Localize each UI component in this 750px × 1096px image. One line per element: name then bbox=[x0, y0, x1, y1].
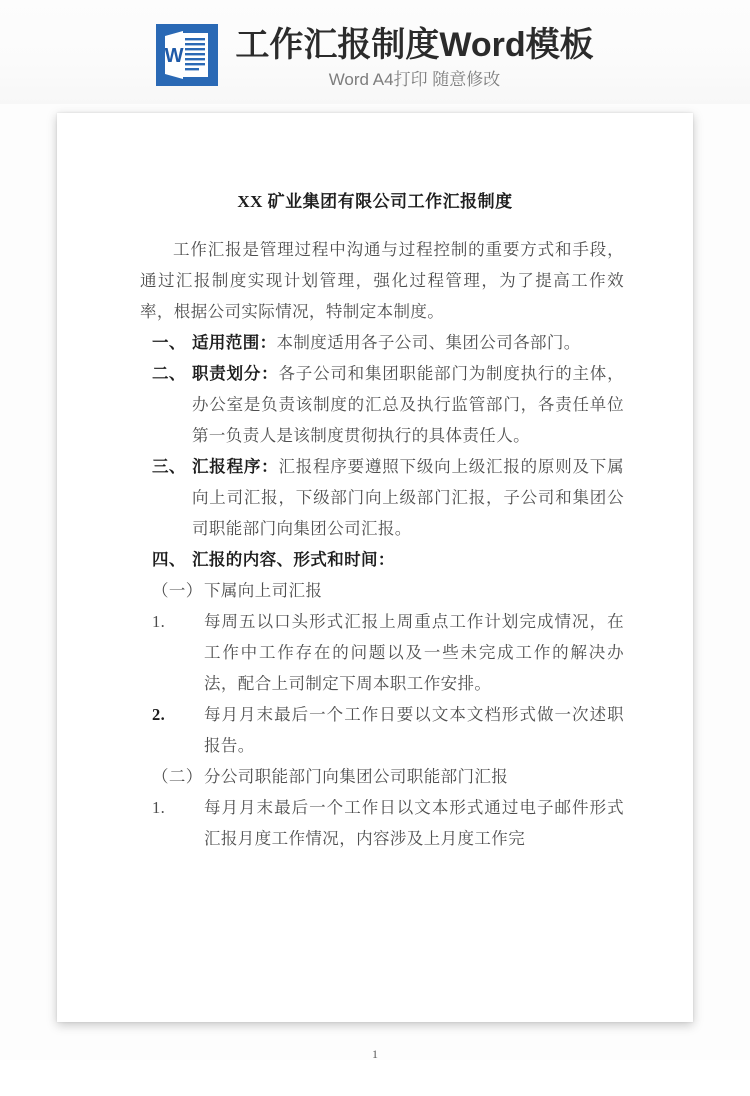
section-4-body bbox=[192, 544, 624, 575]
list-item bbox=[152, 792, 624, 854]
word-document-glyph bbox=[165, 31, 209, 79]
list-item-text: 每月月末最后一个工作日要以文本文档形式做一次述职报告。 bbox=[204, 705, 624, 755]
banner-text-block bbox=[235, 24, 593, 92]
list-item-marker: 2. bbox=[152, 705, 166, 724]
banner-subtitle: Word A4打印 随意修改 bbox=[328, 70, 501, 89]
section-3-marker: 三、 bbox=[152, 457, 186, 476]
document-preview-area bbox=[0, 104, 750, 1060]
document-body bbox=[57, 187, 693, 1096]
list-item bbox=[152, 699, 624, 761]
page-banner bbox=[0, 0, 750, 104]
section-3-text: 汇报程序要遵照下级向上级汇报的原则及下属向上司汇报，下级部门向上级部门汇报，子公司和集团公司职能部门向集团公司汇报。 bbox=[192, 457, 625, 538]
list-item-marker: （二） bbox=[152, 767, 203, 786]
list-item-text: 每月月末最后一个工作日以文本形式通过电子邮件形式汇报月度工作情况，内容涉及上月度工作完 bbox=[204, 798, 624, 848]
document-page bbox=[57, 113, 693, 1061]
banner-content bbox=[156, 24, 593, 92]
section-1-text: 本制度适用各子公司、集团公司各部门。 bbox=[276, 333, 581, 352]
section-4-marker: 四、 bbox=[152, 550, 186, 569]
section-2-body bbox=[192, 358, 624, 451]
word-icon-letter: W bbox=[165, 45, 184, 67]
section-1-marker: 一、 bbox=[152, 333, 186, 352]
document-content bbox=[126, 234, 624, 854]
section-4 bbox=[152, 544, 624, 575]
word-app-icon bbox=[156, 24, 218, 86]
list-item-marker: 1. bbox=[152, 798, 166, 817]
list-item bbox=[152, 606, 624, 699]
section-1-body bbox=[192, 327, 624, 358]
section-2-text: 各子公司和集团职能部门为制度执行的主体，办公室是负责该制度的汇总及执行监管部门，各责任单位第一负责人是该制度贯彻执行的具体责任人。 bbox=[192, 364, 625, 445]
section-1 bbox=[152, 327, 624, 358]
section-2-marker: 二、 bbox=[152, 364, 186, 383]
section-1-heading: 适用范围： bbox=[192, 333, 277, 352]
list-item bbox=[152, 761, 624, 792]
section-2-heading: 职责划分： bbox=[192, 364, 279, 383]
list-item-marker: （一） bbox=[152, 581, 203, 600]
list-item-text: 下属向上司汇报 bbox=[204, 581, 323, 600]
list-item-marker: 1. bbox=[152, 612, 166, 631]
list-item bbox=[152, 575, 624, 606]
section-3-body bbox=[192, 451, 624, 544]
list-item-text: 每周五以口头形式汇报上周重点工作计划完成情况，在工作中工作存在的问题以及一些未完成工作的解决办法，配合上司制定下周本职工作安排。 bbox=[204, 612, 624, 693]
document-title: XX 矿业集团有限公司工作汇报制度 bbox=[237, 192, 513, 211]
section-4-heading: 汇报的内容、形式和时间： bbox=[192, 550, 395, 569]
section-3 bbox=[152, 451, 624, 544]
section-3-heading: 汇报程序： bbox=[192, 457, 279, 476]
intro-paragraph: 工作汇报是管理过程中沟通与过程控制的重要方式和手段，通过汇报制度实现计划管理，强化过程管理，为了提高工作效率，根据公司实际情况，特制定本制度。 bbox=[140, 240, 624, 321]
page-number: 1 bbox=[372, 1047, 378, 1061]
banner-title: 工作汇报制度Word模板 bbox=[235, 26, 594, 64]
list-item-text: 分公司职能部门向集团公司职能部门汇报 bbox=[204, 767, 509, 786]
section-2 bbox=[152, 358, 624, 451]
